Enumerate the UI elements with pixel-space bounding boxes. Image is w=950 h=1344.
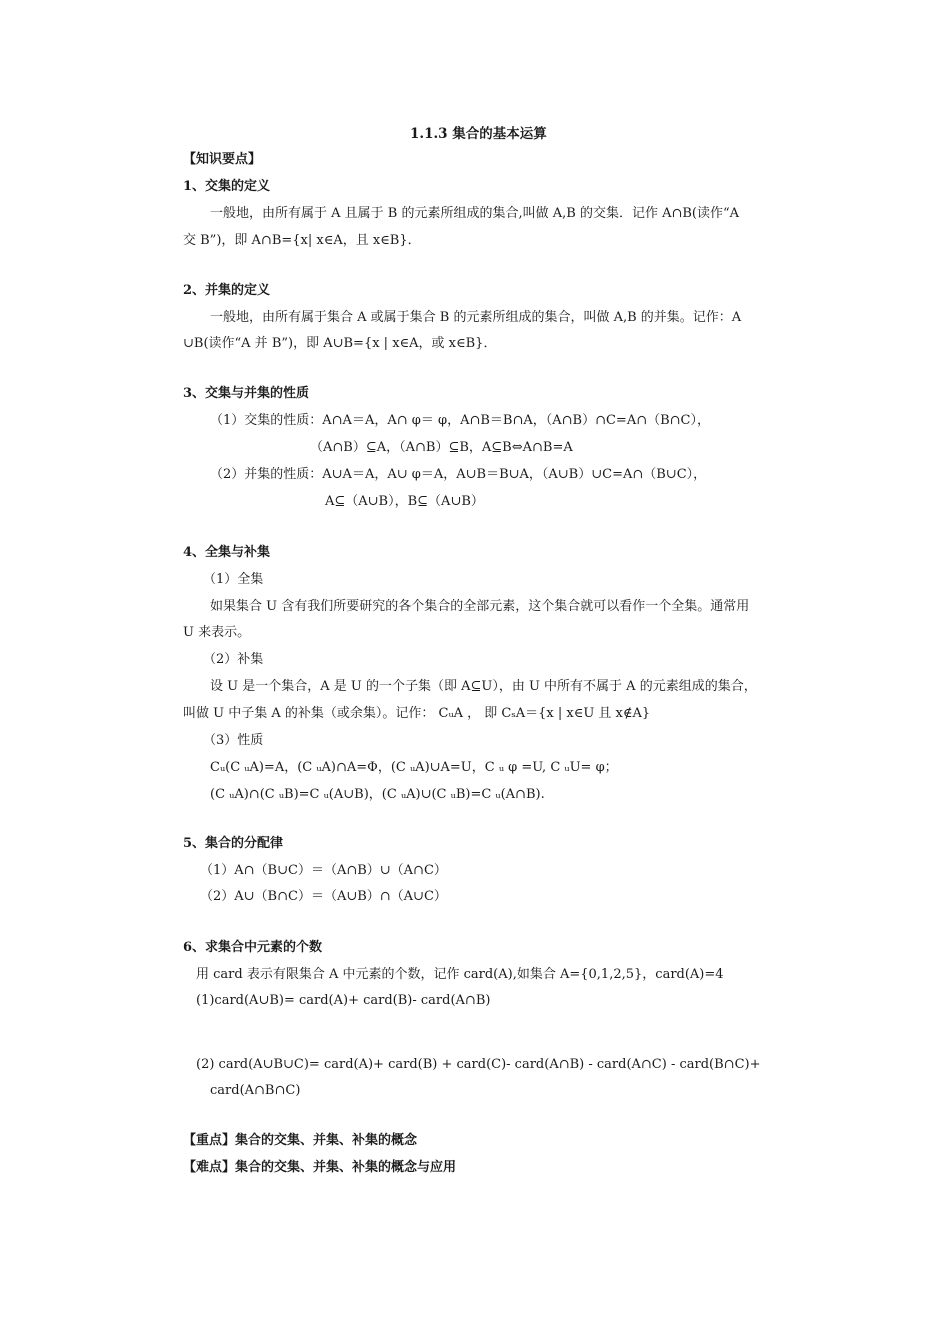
section-5-law-line-2: （2）A∪（B∩C）＝（A∪B）∩（A∪C）: [200, 889, 447, 904]
section-1-heading: 1、交集的定义: [183, 179, 271, 194]
section-3-heading: 3、交集与并集的性质: [183, 386, 310, 401]
section-4-formula-line-2: (C ᵤA)∩(C ᵤB)=C ᵤ(A∪B)，(C ᵤA)∪(C ᵤB)=C ᵤ(A∩B).: [210, 787, 545, 802]
section-6-heading: 6、求集合中元素的个数: [183, 940, 323, 955]
knowledge-heading: 【知识要点】: [183, 152, 262, 167]
section-6-paragraph: 用 card 表示有限集合 A 中元素的个数，记作 card(A),如集合 A={0,1,2,5}，card(A)=4: [196, 967, 724, 982]
section-3-intersection-properties-line-2: （A∩B）⊆A，（A∩B）⊆B，A⊆B⇔A∩B=A: [310, 440, 573, 455]
section-4-formula-line-1: Cᵤ(C ᵤA)=A，(C ᵤA)∩A=Φ，(C ᵤA)∪A=U，C ᵤ φ =U, C ᵤU= φ；: [210, 760, 618, 775]
section-4-heading: 4、全集与补集: [183, 545, 271, 560]
section-4-paragraph-line-3: 设 U 是一个集合，A 是 U 的一个子集（即 A⊆U），由 U 中所有不属于 A 的元素组成的集合，: [210, 679, 757, 694]
section-4-subheading-universal-set: （1）全集: [203, 572, 264, 587]
section-3-intersection-properties-line-1: （1）交集的性质：A∩A＝A，A∩ φ＝ φ，A∩B＝B∩A，（A∩B）∩C=A∩（B∩C），: [210, 413, 710, 428]
section-6-formula-2-line-2: card(A∩B∩C): [210, 1083, 301, 1098]
difficult-point: 【难点】集合的交集、并集、补集的概念与应用: [183, 1160, 457, 1175]
section-6-formula-1: (1)card(A∪B)= card(A)+ card(B)- card(A∩B): [196, 993, 491, 1008]
section-3-union-properties-line-1: （2）并集的性质：A∪A＝A，A∪ φ＝A，A∪B＝B∪A，（A∪B）∪C=A∩（B∪C），: [210, 467, 707, 482]
section-5-law-line-1: （1）A∩（B∪C）＝（A∩B）∪（A∩C）: [200, 863, 447, 878]
section-6-formula-2-line-1: (2) card(A∪B∪C)= card(A)+ card(B) + card(C)- card(A∩B) - card(A∩C) - card(B∩C)+: [196, 1057, 761, 1072]
section-4-subheading-properties: （3）性质: [203, 733, 264, 748]
section-4-paragraph-line-4: 叫做 U 中子集 A 的补集（或余集）。记作： CᵤA ， 即 CₛA＝{x | x∈U 且 x∉A}: [183, 706, 651, 721]
section-4-subheading-complement: （2）补集: [203, 652, 264, 667]
section-3-union-properties-line-2: A⊆（A∪B），B⊆（A∪B）: [325, 494, 484, 509]
section-4-paragraph-line-1: 如果集合 U 含有我们所要研究的各个集合的全部元素，这个集合就可以看作一个全集。通常用: [210, 599, 750, 614]
section-5-heading: 5、集合的分配律: [183, 836, 284, 851]
section-1-paragraph-line-1: 一般地，由所有属于 A 且属于 B 的元素所组成的集合,叫做 A,B 的交集．记作 A∩B(读作“A: [210, 206, 740, 221]
section-4-paragraph-line-2: U 来表示。: [183, 625, 251, 640]
document-title: 1.1.3 集合的基本运算: [410, 126, 547, 142]
section-1-paragraph-line-2: 交 B”)，即 A∩B={x| x∈A，且 x∈B}．: [183, 233, 421, 248]
key-point: 【重点】集合的交集、并集、补集的概念: [183, 1133, 418, 1148]
section-2-heading: 2、并集的定义: [183, 283, 271, 298]
section-2-paragraph-line-2: ∪B(读作“A 并 B”)，即 A∪B={x | x∈A，或 x∈B}．: [183, 336, 497, 351]
section-2-paragraph-line-1: 一般地，由所有属于集合 A 或属于集合 B 的元素所组成的集合，叫做 A,B 的并集。记作：A: [210, 310, 742, 325]
